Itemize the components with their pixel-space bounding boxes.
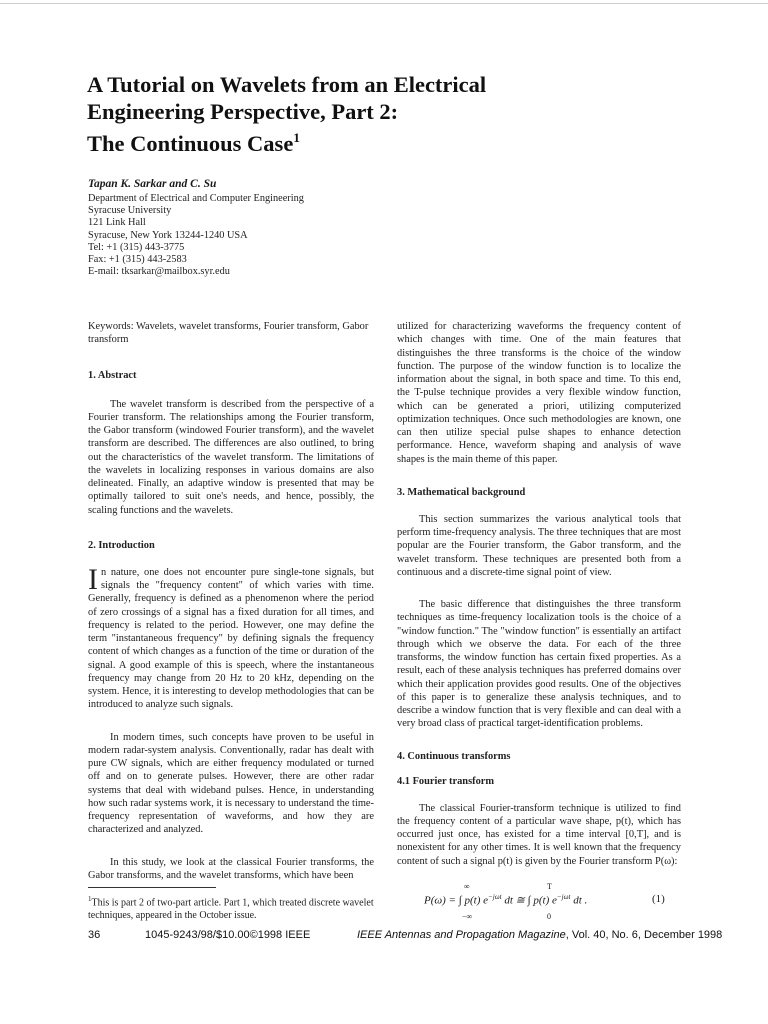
- equation-mid: dt ≅: [501, 894, 528, 907]
- introduction-paragraph-3: In this study, we look at the classical Fourier transforms, the Gabor transforms, and the wavelet transforms, which have been: [88, 856, 374, 881]
- top-rule: [0, 3, 768, 4]
- footnote-rule: [88, 887, 216, 888]
- authors: Tapan K. Sarkar and C. Su: [88, 178, 217, 190]
- equation-tail: dt .: [570, 894, 588, 907]
- introduction-paragraph-1-text: n nature, one does not encounter pure single-tone signals, but signals the "frequency content" of which varies with time. Generally, frequency is defined as a phenomenon where the period of zero crossings of a signal has a fixed duration for all times, and frequency is related to the period. However, one may define the term "instantaneous frequency" by defining signals the frequency content of which changes as a function of the time or duration of the signal. A good example of this is speech, where the instantaneous frequency may change from 20 Hz to 20 kHz, depending on the system. Hence, it is interesting to develop methodologies that can be introduced to analyze such signals.: [88, 566, 374, 711]
- fourier-paragraph: The classical Fourier-transform technique is utilized to find the frequency content of a particular wave shape, p(t), which has occurred just once, has existed for a time interval [0,T], and is nonexistent for any other times. It is well known that the frequency content of such a signal p(t) is given by the Fourier transform P(ω):: [397, 802, 681, 867]
- right-paragraph-1: utilized for characterizing waveforms the frequency content of which changes with time. One of the main features that distinguishes the three transforms is the choice of the window function. The purpose of the window function is to localize the information about the signal, in both space and time. To this end, the T-pulse technique provides a very flexible window function, which can be generated a priori, utilizing computerized optimization techniques. Once such methodologies are known, one can then utilize special pulse shapes to enhance detection performance. Hence, waveform shaping and analysis of wave shapes is the main theme of this paper.: [397, 321, 681, 465]
- math-paragraph-1: This section summarizes the various analytical tools that perform time-frequency analysis. The three techniques that are most popular are the Fourier transform, the Gabor transform, and the wavelet transform. These techniques are presented both from a continuous and a discrete-time signal point of view.: [397, 513, 681, 578]
- drop-cap: I: [88, 562, 98, 596]
- equation-integral-2: ∫ p(t) e: [527, 894, 557, 907]
- paper-title: [87, 72, 707, 158]
- equation-lhs: P(ω) =: [424, 894, 456, 907]
- continuous-transforms-heading: 4. Continuous transforms: [397, 750, 511, 762]
- integral-1-lower-limit: −∞: [462, 912, 473, 921]
- affiliation-line: Syracuse University: [88, 205, 172, 217]
- abstract-heading: 1. Abstract: [88, 369, 137, 381]
- math-background-heading: 3. Mathematical background: [397, 486, 526, 498]
- page-number: 36: [88, 929, 101, 941]
- abstract-text: The wavelet transform is described from the perspective of a Fourier transform. The relationships among the Fourier transform, the Gabor transform (windowed Fourier transform), and the wavelet transform are described. The differences are also outlined, to bring out the characteristics of the wavelet transform. The limitations of the wavelets in localizing responses in various domains are also delineated. Finally, an adaptive window is presented that may be optimally tailored to suit one's needs, and hence, possibly, the scaling functions and the wavelets.: [88, 398, 374, 516]
- journal-issue: , Vol. 40, No. 6, December 1998: [565, 929, 723, 941]
- equation-body: [424, 893, 587, 907]
- affiliation-line: Department of Electrical and Computer Engineering: [88, 193, 304, 204]
- affiliation-line: Syracuse, New York 13244-1240 USA: [88, 229, 248, 241]
- journal-name: IEEE Antennas and Propagation Magazine: [357, 929, 566, 941]
- affiliation-line: 121 Link Hall: [88, 217, 146, 229]
- right-column: [397, 320, 681, 868]
- equation-integral-1: ∫ p(t) e: [458, 894, 489, 907]
- footnote-mark: 1: [88, 895, 92, 903]
- equation-1: [424, 882, 694, 922]
- introduction-heading: 2. Introduction: [88, 539, 155, 551]
- issn-line: 1045-9243/98/$10.00©1998 IEEE: [145, 929, 311, 941]
- title-footnote-mark: 1: [293, 130, 300, 145]
- keywords: Keywords: Wavelets, wavelet transforms, Fourier transform, Gabor transform: [88, 321, 369, 346]
- affiliation-line: Fax: +1 (315) 443-2583: [88, 254, 187, 266]
- title-line-3: [87, 125, 707, 158]
- affiliation: [88, 193, 388, 278]
- title-line-3-text: The Continuous Case: [87, 131, 294, 156]
- title-line-1: A Tutorial on Wavelets from an Electrical: [87, 72, 487, 97]
- equation-number: (1): [652, 893, 665, 905]
- exponent-2: −jωt: [556, 893, 571, 901]
- footnote-text: This is part 2 of two-part article. Part 1, which treated discrete wavelet techniques, appeared in the October issue.: [88, 897, 374, 922]
- introduction-paragraph-1: [88, 562, 374, 712]
- title-line-2: Engineering Perspective, Part 2:: [87, 98, 399, 124]
- math-paragraph-2: The basic difference that distinguishes the three transform techniques as time-frequency localization tools is the choice of a "window function." The "window function" is essentially an artifact through which we observe the data. For each of the three transforms, the window function has certain fixed properties. As a result, each of these analysis techniques has preferred domains over which their application provides good results. One of the objectives of this paper is to generalize these analysis techniques, and to describe a window function that is very flexible and can deal with a very broad class of practical target-identification problems.: [397, 599, 681, 730]
- journal-citation: [357, 929, 722, 941]
- integral-1-upper-limit: ∞: [464, 882, 470, 891]
- fourier-transform-heading: 4.1 Fourier transform: [397, 775, 495, 787]
- integral-2-upper-limit: T: [547, 882, 552, 891]
- integral-2-lower-limit: 0: [547, 912, 551, 921]
- introduction-paragraph-2: In modern times, such concepts have proven to be useful in modern radar-system analysis. Conventionally, radar has dealt with pure CW signals, which are either frequency modulated or turned off and on to generate pulses. However, there are other radar systems that deal with wideband pulses. Hence, in understanding how such radar systems work, it is necessary to understand the time-frequency representation of waveforms, and how they are characterized and analyzed.: [88, 731, 374, 836]
- email-line: E-mail: tksarkar@mailbox.syr.edu: [88, 266, 230, 278]
- left-column: [88, 320, 374, 882]
- footnote: [88, 893, 378, 922]
- exponent-1: −jωt: [488, 893, 502, 901]
- affiliation-line: Tel: +1 (315) 443-3775: [88, 241, 185, 253]
